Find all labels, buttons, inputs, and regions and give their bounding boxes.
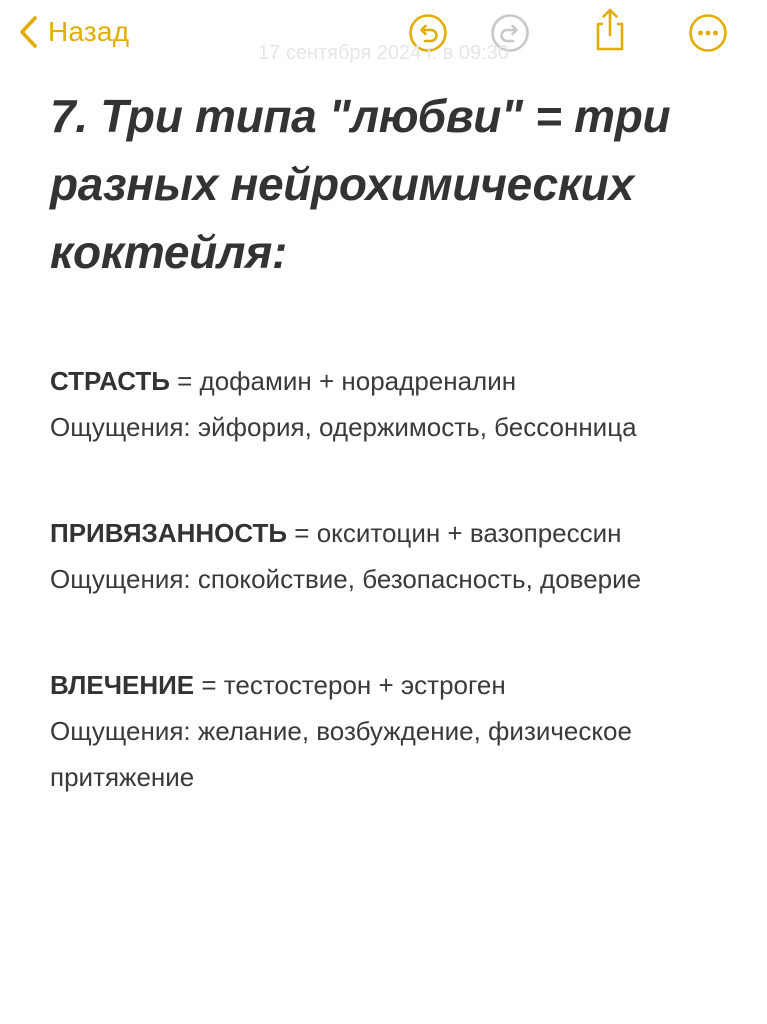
note-title: 7. Три типа "любви" = три разных нейрохимических коктейля: bbox=[50, 90, 671, 278]
section-term: СТРАСТЬ bbox=[50, 366, 170, 396]
note-body[interactable] bbox=[50, 82, 740, 800]
section-term: ВЛЕЧЕНИЕ bbox=[50, 670, 195, 700]
section-formula: = тестостерон + эстроген bbox=[194, 670, 506, 700]
section-formula: = дофамин + норадреналин bbox=[169, 366, 517, 396]
note-section-passion bbox=[50, 358, 740, 450]
note-section-attachment bbox=[50, 510, 740, 602]
notes-toolbar bbox=[0, 0, 767, 70]
section-feelings: Ощущения: эйфория, одержимость, бессонница bbox=[50, 412, 637, 442]
note-section-attraction bbox=[50, 662, 740, 800]
section-formula: = окситоцин + вазопрессин bbox=[287, 518, 622, 548]
section-feelings: Ощущения: спокойствие, безопасность, доверие bbox=[50, 564, 642, 594]
section-term: ПРИВЯЗАННОСТЬ bbox=[50, 518, 288, 548]
section-feelings: Ощущения: желание, возбуждение, физическое притяжение bbox=[50, 716, 632, 792]
back-label: Назад bbox=[48, 16, 130, 47]
note-timestamp: 17 сентября 2024 г. в 09:30 bbox=[258, 42, 509, 64]
